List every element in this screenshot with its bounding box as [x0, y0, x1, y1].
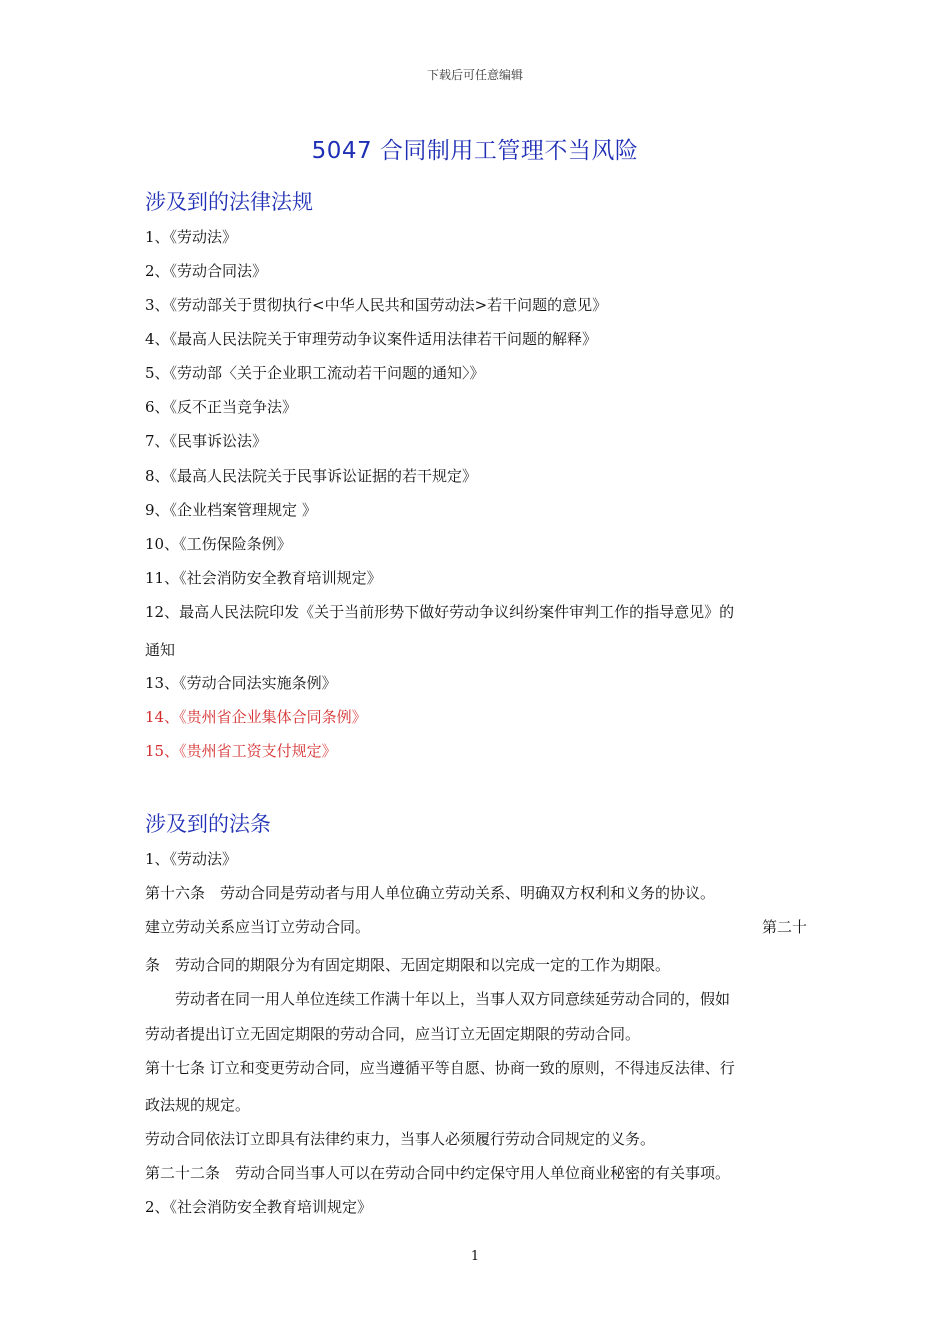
section-heading-laws: 涉及到的法律法规	[145, 190, 313, 214]
law-list-item-highlighted: 14、《贵州省企业集体合同条例》	[145, 708, 367, 726]
page-header: 下载后可任意编辑	[426, 68, 523, 82]
article-17-paragraph: 劳动合同依法订立即具有法律约束力，当事人必须履行劳动合同规定的义务。	[145, 1130, 656, 1148]
article-16: 第十六条 劳动合同是劳动者与用人单位确立劳动关系、明确双方权利和义务的协议。	[145, 884, 716, 902]
law-list-item: 5、《劳动部〈关于企业职工流动若干问题的通知〉》	[145, 364, 485, 382]
page-number: 1	[470, 1249, 480, 1264]
document-title: 5047 合同制用工管理不当风险	[311, 138, 639, 164]
article-16-continuation: 建立劳动关系应当订立劳动合同。	[145, 918, 371, 936]
article-17: 第十七条 订立和变更劳动合同，应当遵循平等自愿、协商一致的原则，不得违反法律、行	[145, 1059, 735, 1077]
article-20-paragraph: 劳动者在同一用人单位连续工作满十年以上，当事人双方同意续延劳动合同的，假如	[145, 990, 731, 1008]
law-list-item: 4、《最高人民法院关于审理劳动争议案件适用法律若干问题的解释》	[145, 330, 598, 348]
law-list-item: 9、《企业档案管理规定 》	[145, 501, 317, 519]
article-row	[145, 916, 807, 937]
article-20-paragraph: 劳动者提出订立无固定期限的劳动合同，应当订立无固定期限的劳动合同。	[145, 1025, 641, 1043]
article-20-start: 第二十	[761, 918, 807, 936]
article-20: 条 劳动合同的期限分为有固定期限、无固定期限和以完成一定的工作为期限。	[145, 956, 671, 974]
law-list-item: 11、《社会消防安全教育培训规定》	[145, 569, 382, 587]
article-22: 第二十二条 劳动合同当事人可以在劳动合同中约定保守用人单位商业秘密的有关事项。	[145, 1164, 731, 1182]
law-list-item: 6、《反不正当竞争法》	[145, 398, 298, 416]
section-heading-articles: 涉及到的法条	[145, 812, 271, 836]
law-list-item: 13、《劳动合同法实施条例》	[145, 674, 337, 692]
law-list-item: 7、《民事诉讼法》	[145, 432, 268, 450]
law-list-item: 1、《劳动法》	[145, 228, 238, 246]
law-name: 2、《社会消防安全教育培训规定》	[145, 1198, 373, 1216]
law-list-item: 3、《劳动部关于贯彻执行<中华人民共和国劳动法>若干问题的意见》	[145, 296, 608, 314]
law-name: 1、《劳动法》	[145, 850, 238, 868]
law-list-item: 8、《最高人民法院关于民事诉讼证据的若干规定》	[145, 467, 478, 485]
law-list-item-highlighted: 15、《贵州省工资支付规定》	[145, 742, 337, 760]
law-list-item: 10、《工伤保险条例》	[145, 535, 292, 553]
law-list-item: 2、《劳动合同法》	[145, 262, 268, 280]
article-17: 政法规的规定。	[145, 1096, 251, 1114]
law-list-item: 12、最高人民法院印发《关于当前形势下做好劳动争议纠纷案件审判工作的指导意见》的	[145, 603, 735, 621]
law-list-item: 通知	[145, 641, 176, 659]
